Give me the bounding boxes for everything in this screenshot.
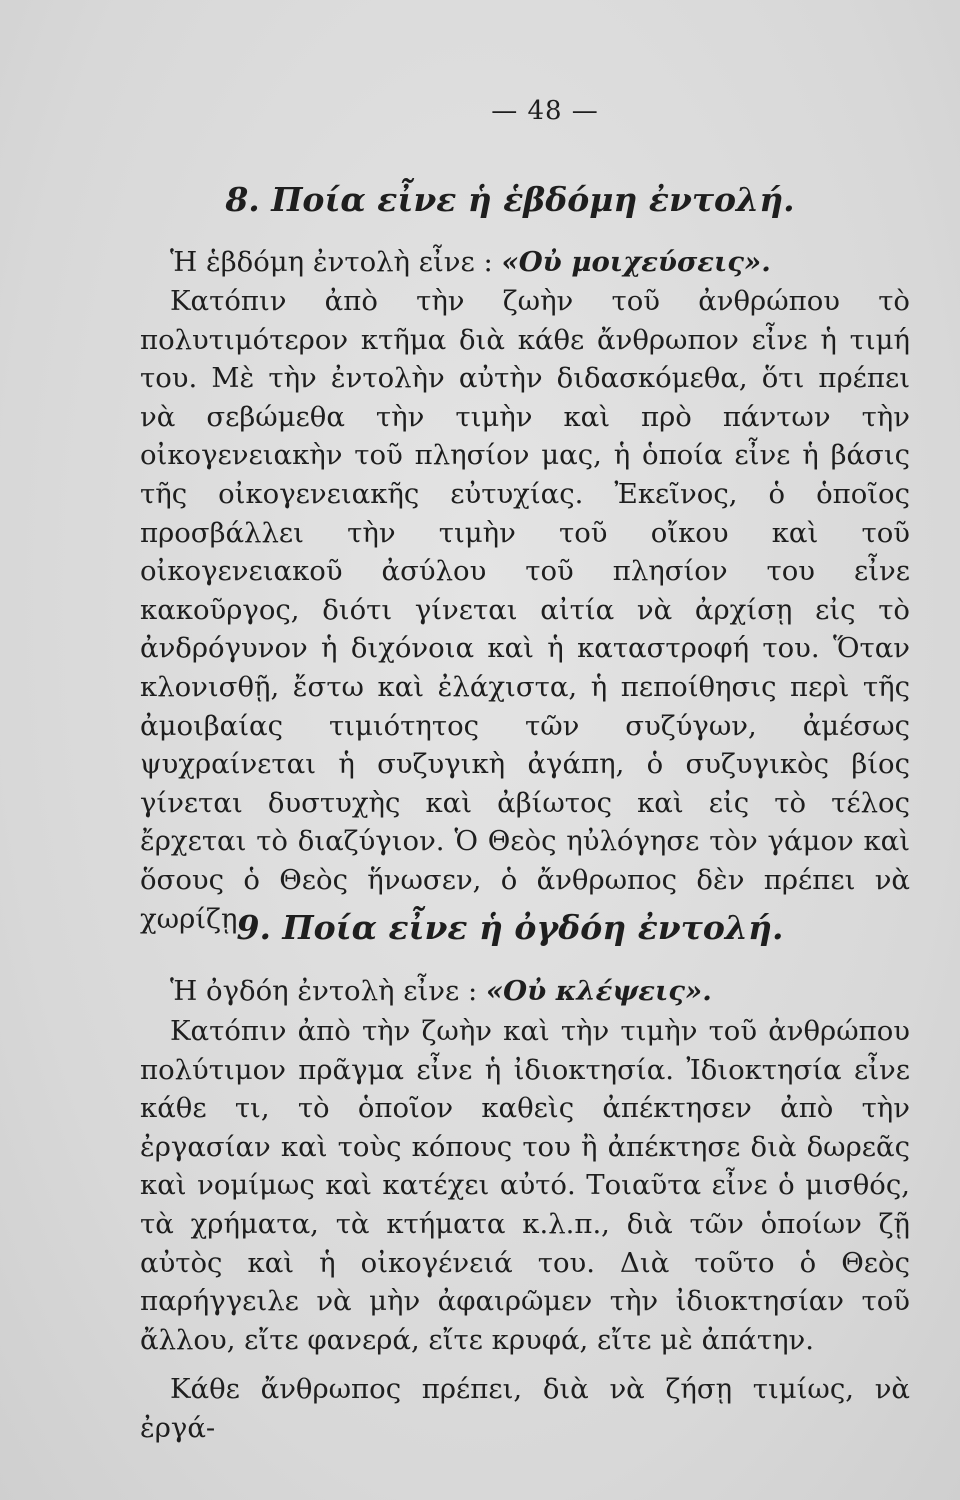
- section-8-commandment: «Οὐ μοιχεύσεις».: [501, 246, 771, 278]
- section-9-heading: 9. Ποία εἶνε ἡ ὀγδόη ἐντολή.: [236, 908, 784, 947]
- section-9-intro: [140, 972, 910, 1011]
- section-8-heading: 8. Ποία εἶνε ἡ ἑβδόμη ἐντολή.: [225, 180, 795, 219]
- section-9-commandment: «Οὐ κλέψεις».: [485, 975, 712, 1007]
- section-9-continuation: Κάθε ἄνθρωπος πρέπει, διὰ νὰ ζήσῃ τιμίως, νὰ ἐργά-: [140, 1373, 910, 1444]
- page-number: — 48 —: [491, 96, 599, 126]
- section-8-intro-text: Ἡ ἑβδόμη ἐντολὴ εἶνε :: [170, 246, 502, 278]
- section-9-body: Κατόπιν ἀπὸ τὴν ζωὴν καὶ τὴν τιμὴν τοῦ ἀνθρώπου πολύτιμον πρᾶγμα εἶνε ἡ ἰδιοκτησία. Ἰδιοκτησία εἶνε κάθε τι, τὸ ὁποῖον καθεὶς ἀπέκτησεν ἀπὸ τὴν ἐργασίαν καὶ τοὺς κόπους του ἢ ἀπέκτησε διὰ δωρεᾶς καὶ νομίμως καὶ κατέχει αὐτό. Τοιαῦτα εἶνε ὁ μισθός, τὰ χρήματα, τὰ κτήματα κ.λ.π., διὰ τῶν ὁποίων ζῇ αὐτὸς καὶ ἡ οἰκογένειά του. Διὰ τοῦτο ὁ Θεὸς παρήγγειλε νὰ μὴν ἀφαιρῶμεν τὴν ἰδιοκτησίαν τοῦ ἄλλου, εἴτε φανερά, εἴτε κρυφά, εἴτε μὲ ἀπάτην.: [140, 1015, 910, 1356]
- section-8-body: Κατόπιν ἀπὸ τὴν ζωὴν τοῦ ἀνθρώπου τὸ πολυτιμότερον κτῆμα διὰ κάθε ἄνθρωπον εἶνε ἡ τιμή του. Μὲ τὴν ἐντολὴν αὐτὴν διδασκόμεθα, ὅτι πρέπει νὰ σεβώμεθα τὴν τιμὴν καὶ πρὸ πάντων τὴν οἰκογενειακὴν τοῦ πλησίον μας, ἡ ὁποία εἶνε ἡ βάσις τῆς οἰκογενειακῆς εὐτυχίας. Ἐκεῖνος, ὁ ὁποῖος προσβάλλει τὴν τιμὴν τοῦ οἴκου καὶ τοῦ οἰκογενειακοῦ ἀσύλου τοῦ πλησίον του εἶνε κακοῦργος, διότι γίνεται αἰτία νὰ ἀρχίσῃ εἰς τὸ ἀνδρόγυνον ἡ διχόνοια καὶ ἡ καταστροφή του. Ὅταν κλονισθῇ, ἔστω καὶ ἐλάχιστα, ἡ πεποίθησις περὶ τῆς ἀμοιβαίας τιμιότητος τῶν συζύγων, ἀμέσως ψυχραίνεται ἡ συζυγικὴ ἀγάπη, ὁ συζυγικὸς βίος γίνεται δυστυχὴς καὶ ἀβίωτος καὶ εἰς τὸ τέλος ἔρχεται τὸ διαζύγιον. Ὁ Θεὸς ηὐλόγησε τὸν γάμον καὶ ὅσους ὁ Θεὸς ἥνωσεν, ὁ ἄνθρωπος δὲν πρέπει νὰ χωρίζῃ.: [140, 285, 910, 935]
- section-8-intro: [140, 243, 910, 282]
- section-9-intro-text: Ἡ ὀγδόη ἐντολὴ εἶνε :: [170, 975, 486, 1007]
